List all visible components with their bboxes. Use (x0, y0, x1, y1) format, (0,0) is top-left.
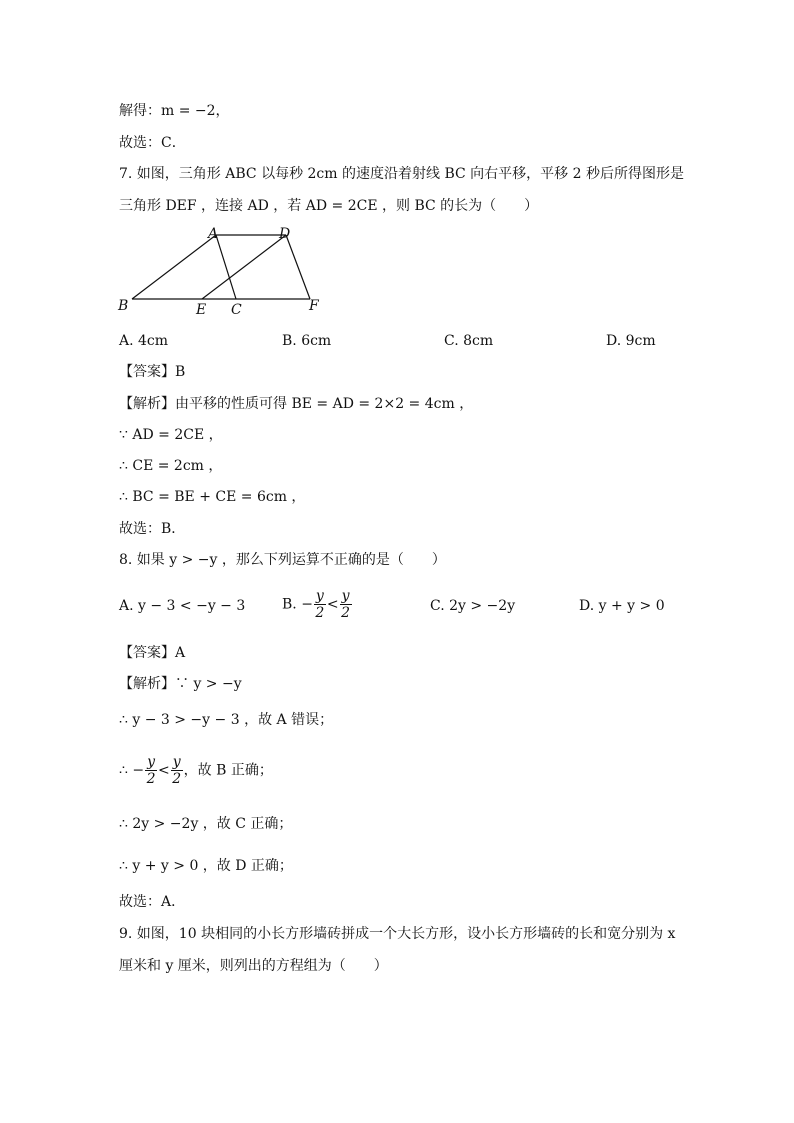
segment-DE (202, 235, 286, 299)
label-D: D (279, 226, 291, 242)
fraction-denominator: 2 (146, 771, 156, 787)
question-9-line-2: 厘米和 y 厘米，则列出的方程组为（ ） (119, 958, 388, 974)
q7-option-a: A. 4cm (119, 333, 169, 349)
q7-option-b: B. 6cm (282, 333, 332, 349)
less-than-sign: < (326, 596, 339, 613)
fraction-y-over-2 (145, 754, 157, 787)
q7-selection: 故选：B． (119, 521, 186, 537)
label-F: F (309, 298, 319, 314)
q8-exp2-tail: ，故 B 正确； (183, 762, 273, 779)
q7-answer: 【答案】B (119, 364, 186, 380)
q8-answer: 【答案】A (119, 645, 186, 661)
fraction-y-over-2-right (340, 588, 352, 621)
q8-option-b (282, 588, 353, 621)
label-C: C (231, 302, 242, 318)
label-A: A (208, 226, 219, 242)
label-E: E (196, 302, 207, 318)
question-8: 8. 如果 y > −y ，那么下列运算不正确的是（ ） (119, 552, 446, 568)
q8-exp2-prefix: ∴ − (119, 762, 145, 779)
q7-explanation-1: 【解析】由平移的性质可得 BE = AD = 2×2 = 4cm ， (119, 396, 474, 412)
q7-option-d: D. 9cm (606, 333, 656, 349)
q7-option-c: C. 8cm (444, 333, 494, 349)
q7-explanation-2: ∵ AD = 2CE ， (119, 427, 223, 443)
less-than-sign: < (158, 762, 170, 779)
fraction-y-over-2-right (171, 754, 183, 787)
choice-line-c: 故选：C． (119, 135, 186, 151)
q8-explanation-1: ∴ y − 3 > −y − 3 ，故 A 错误； (119, 712, 334, 728)
fraction-numerator: y (147, 754, 156, 770)
q8-option-a: A. y − 3 < −y − 3 (119, 598, 246, 614)
q8-explanation-0: 【解析】∵ y > −y (119, 676, 242, 692)
translation-figure (110, 225, 340, 320)
q8-explanation-3: ∴ 2y > −2y ，故 C 正确； (119, 816, 293, 832)
question-7-line-2: 三角形 DEF ，连接 AD ，若 AD = 2CE ，则 BC 的长为（ ） (119, 198, 539, 214)
fraction-denominator: 2 (341, 605, 350, 621)
q8-option-b-prefix: B. − (282, 596, 313, 613)
fraction-numerator: y (315, 588, 324, 604)
fraction-denominator: 2 (315, 605, 325, 621)
fraction-numerator: y (341, 588, 350, 604)
q8-option-d: D. y + y > 0 (579, 598, 665, 614)
segment-DF (286, 235, 310, 299)
label-B: B (118, 298, 129, 314)
fraction-numerator: y (172, 754, 181, 770)
fraction-denominator: 2 (172, 771, 182, 787)
q7-explanation-4: ∴ BC = BE + CE = 6cm ， (119, 489, 306, 505)
q8-option-c: C. 2y > −2y (430, 598, 516, 614)
q8-selection: 故选：A． (119, 894, 186, 910)
q8-explanation-2 (119, 754, 273, 787)
question-9-line-1: 9. 如图，10 块相同的小长方形墙砖拼成一个大长方形，设小长方形墙砖的长和宽分别为 x (119, 926, 676, 942)
segment-AB (132, 235, 216, 299)
segment-AC (216, 235, 236, 299)
solution-line-m: 解得：m = −2， (119, 103, 230, 119)
fraction-y-over-2 (314, 588, 326, 621)
q8-explanation-4: ∴ y + y > 0 ，故 D 正确； (119, 858, 293, 874)
question-7-line-1: 7. 如图，三角形 ABC 以每秒 2cm 的速度沿着射线 BC 向右平移，平移 2 秒后所得图形是 (119, 166, 684, 182)
q7-explanation-3: ∴ CE = 2cm ， (119, 458, 223, 474)
